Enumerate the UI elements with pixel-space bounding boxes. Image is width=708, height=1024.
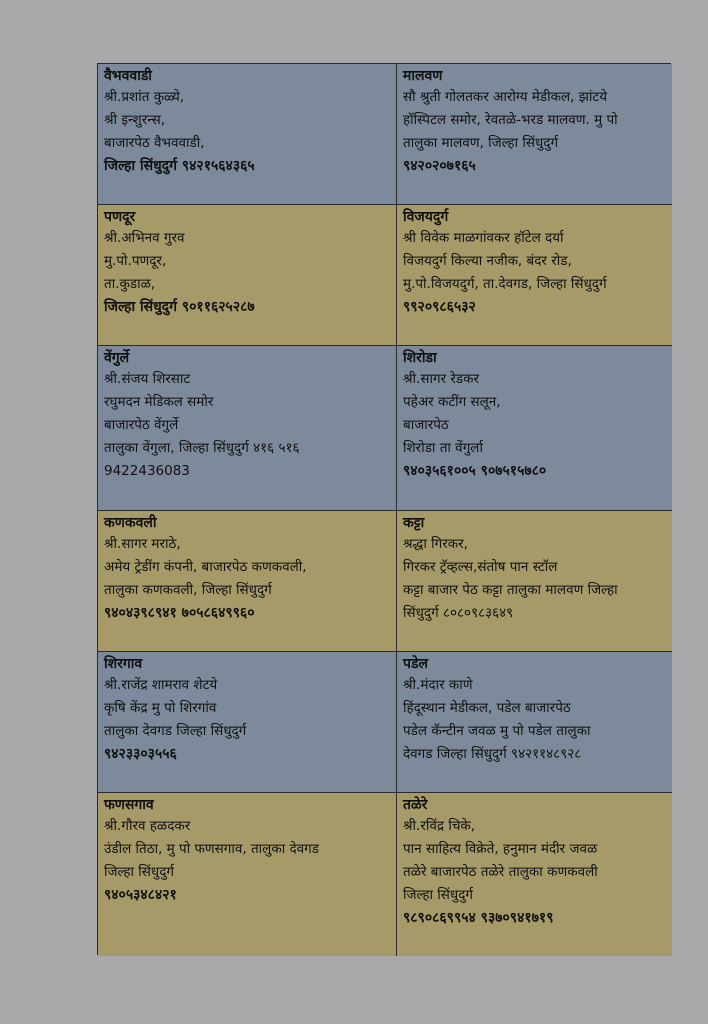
contact-cell-phansgaon	[98, 793, 397, 956]
contact-line: मु.पो.पणदूर,	[104, 253, 167, 269]
contact-cell-vijaydurg	[397, 205, 672, 346]
contact-cell-vengurle	[98, 346, 397, 511]
contact-line: श्री.गौरव हळदकर	[104, 818, 191, 834]
town-name: फणसगाव	[104, 797, 154, 813]
contact-phone: ९४०३५६१००५ ९०७५१५७८०	[403, 463, 547, 479]
contact-phone: ९४०४३९८९४१ ७०५८६४९९६०	[104, 605, 255, 621]
contact-phone: जिल्हा सिंधुदुर्ग ९०११६२५२८७	[104, 299, 255, 315]
contact-line: गिरकर ट्रॅव्हल्स,संतोष पान स्टॉल	[403, 559, 558, 575]
contact-line: पडेल कॅन्टीन जवळ मु पो पडेल तालुका	[403, 723, 591, 739]
contact-line: जिल्हा सिंधुदुर्ग	[104, 864, 174, 880]
contact-line: श्री विवेक माळगांवकर हॉटेल दर्या	[403, 230, 564, 246]
contact-line: श्री.प्रशांत कुळ्ये,	[104, 89, 185, 105]
contact-phone: ९४०५३४८४२१	[104, 887, 177, 903]
contact-line: तालुका कणकवली, जिल्हा सिंधुदुर्ग	[104, 582, 272, 598]
contact-line: विजयदुर्ग किल्या नजीक, बंदर रोड,	[403, 253, 572, 269]
contact-line: मु.पो.विजयदुर्ग, ता.देवगड, जिल्हा सिंधुदुर्ग	[403, 276, 607, 292]
contact-line: श्री इन्शुरन्स,	[104, 112, 166, 128]
contact-phone: ९९२०९८६५३२	[403, 299, 476, 315]
contact-line: पान साहित्य विक्रेते, हनुमान मंदीर जवळ	[403, 841, 598, 857]
contact-line: रघुमदन मेडिकल समोर	[104, 394, 214, 410]
contact-line: कट्टा बाजार पेठ कट्टा तालुका मालवण जिल्हा	[403, 582, 618, 598]
contact-line: तालुका देवगड जिल्हा सिंधुदुर्ग	[104, 723, 247, 739]
contact-cell-katta	[397, 511, 672, 652]
contact-line: सौ श्रुती गोलतकर आरोग्य मेडीकल, झांटये	[403, 89, 608, 105]
contact-line: अमेय ट्रेडींग कंपनी, बाजारपेठ कणकवली,	[104, 559, 307, 575]
town-name: वेंगुर्ले	[104, 350, 130, 366]
contact-line: कृषि केंद्र मु पो शिरगांव	[104, 700, 217, 716]
contact-line: जिल्हा सिंधुदुर्ग	[403, 887, 473, 903]
town-name: शिरगाव	[104, 656, 143, 672]
contact-line: श्रद्धा गिरकर,	[403, 536, 468, 552]
town-name: पणदूर	[104, 209, 136, 225]
contact-cell-malvan	[397, 64, 672, 205]
town-name: पडेल	[403, 656, 428, 672]
contact-cell-pandur	[98, 205, 397, 346]
contact-line: हिंदूस्थान मेडीकल, पडेल बाजारपेठ	[403, 700, 571, 716]
contact-cell-shiroda	[397, 346, 672, 511]
contact-line: तालुका मालवण, जिल्हा सिंधुदुर्ग	[403, 135, 559, 151]
contact-line: ता.कुडाळ,	[104, 276, 156, 292]
contact-cell-vaibhavwadi	[98, 64, 397, 205]
town-name: मालवण	[403, 68, 443, 84]
town-name: शिरोडा	[403, 350, 437, 366]
town-name: तळेरे	[403, 797, 428, 813]
contact-line: बाजारपेठ वैभववाडी,	[104, 135, 205, 151]
contact-table	[97, 63, 671, 955]
contact-phone: ९४२३३०३५५६	[104, 746, 177, 762]
town-name: कणकवली	[104, 515, 157, 531]
contact-line: बाजारपेठ	[403, 417, 449, 433]
contact-phone: 9422436083	[104, 463, 190, 479]
contact-line: पहेअर कटींग सलून,	[403, 394, 501, 410]
contact-line: उंडील तिठा, मु पो फणसगाव, तालुका देवगड	[104, 841, 319, 857]
contact-line: शिरोडा ता वेंगुर्ला	[403, 440, 483, 456]
town-name: विजयदुर्ग	[403, 209, 449, 225]
contact-line: तळेरे बाजारपेठ तळेरे तालुका कणकवली	[403, 864, 598, 880]
contact-cell-kankavli	[98, 511, 397, 652]
contact-line: श्री.मंदार काणे	[403, 677, 473, 693]
contact-phone: ९८९०८६९९५४ ९३७०९४१७१९	[403, 910, 554, 926]
contact-phone: सिंधुदुर्ग ८०८०९८३६४९	[403, 605, 514, 621]
contact-line: हॉस्पिटल समोर, रेवतळे-भरड मालवण. मु पो	[403, 112, 618, 128]
contact-line: तालुका वेंगुला, जिल्हा सिंधुदुर्ग ४१६ ५१६	[104, 440, 300, 456]
contact-line: श्री.राजेंद्र शामराव शेटये	[104, 677, 218, 693]
contact-phone: देवगड जिल्हा सिंधुदुर्ग ९४२११४८९२८	[403, 746, 582, 762]
town-name: वैभववाडी	[104, 68, 152, 84]
contact-line: श्री.रविंद्र चिके,	[403, 818, 476, 834]
contact-cell-shirgaon	[98, 652, 397, 793]
town-name: कट्टा	[403, 515, 425, 531]
contact-line: श्री.अभिनव गुरव	[104, 230, 185, 246]
contact-line: बाजारपेठ वेंगुर्ले	[104, 417, 179, 433]
contact-cell-talere	[397, 793, 672, 956]
contact-phone: जिल्हा सिंधुदुर्ग ९४२१५६४३६५	[104, 158, 255, 174]
contact-phone: ९४२०२०७१६५	[403, 158, 476, 174]
contact-cell-padel	[397, 652, 672, 793]
contact-line: श्री.सागर मराठे,	[104, 536, 181, 552]
contact-line: श्री.सागर रेडकर	[403, 371, 480, 387]
contact-line: श्री.संजय शिरसाट	[104, 371, 191, 387]
